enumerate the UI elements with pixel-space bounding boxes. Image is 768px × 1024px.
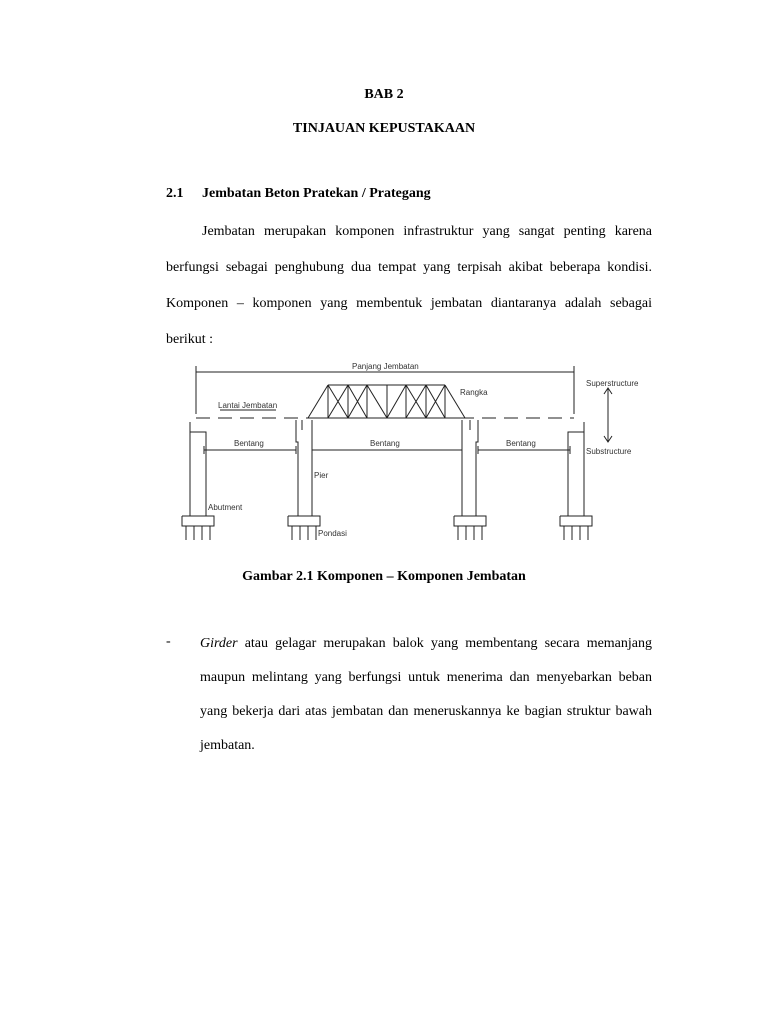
paragraph-line: Jembatan merupakan komponen infrastruktur yang sangat penting karena [202,224,652,239]
bullet-term: Girder [200,636,238,651]
bullet-line: yang bekerja dari atas jembatan dan meneruskannya ke bagian struktur bawah [200,704,652,719]
label-pondasi: Pondasi [318,529,347,538]
bullet-line-rest: atau gelagar merupakan balok yang membentang secara memanjang [237,636,652,651]
label-superstructure: Superstructure [586,379,639,388]
bullet-line: maupun melintang yang berfungsi untuk menerima dan menyebarkan beban [200,670,652,685]
bullet-line: jembatan. [200,738,255,753]
bullet-line [200,627,652,661]
chapter-title: TINJAUAN KEPUSTAKAAN [292,121,476,136]
bridge-diagram-svg [180,358,639,558]
label-substructure: Substructure [586,447,632,456]
section-title: Jembatan Beton Pratekan / Prategang [202,186,431,201]
label-rangka: Rangka [460,388,488,397]
bullet-item-girder [200,627,652,763]
bullet-dash: - [166,634,171,649]
paragraph-line: berfungsi sebagai penghubung dua tempat yang terpisah akibat beberapa kondisi. [166,260,652,275]
abutment [182,422,214,540]
label-panjang: Panjang Jembatan [352,362,419,371]
section-heading [166,186,431,202]
intro-paragraph [166,214,652,358]
label-bentang-2: Bentang [370,439,400,448]
label-pier: Pier [314,471,329,480]
figure-caption: Gambar 2.1 Komponen – Komponen Jembatan [242,569,526,584]
pier-left [288,420,320,540]
label-bentang-3: Bentang [506,439,536,448]
paragraph-line: Komponen – komponen yang membentuk jembatan diantaranya adalah sebagai [166,296,652,311]
paragraph-line: berikut : [166,332,214,347]
section-number: 2.1 [166,186,184,201]
abutment-right [560,422,592,540]
chapter-heading: BAB 2 [364,87,404,102]
truss-frame [308,385,465,418]
bridge-diagram [180,358,639,558]
pier-right [454,420,486,540]
label-abutment: Abutment [208,503,243,512]
label-lantai: Lantai Jembatan [218,401,278,410]
label-bentang-1: Bentang [234,439,264,448]
